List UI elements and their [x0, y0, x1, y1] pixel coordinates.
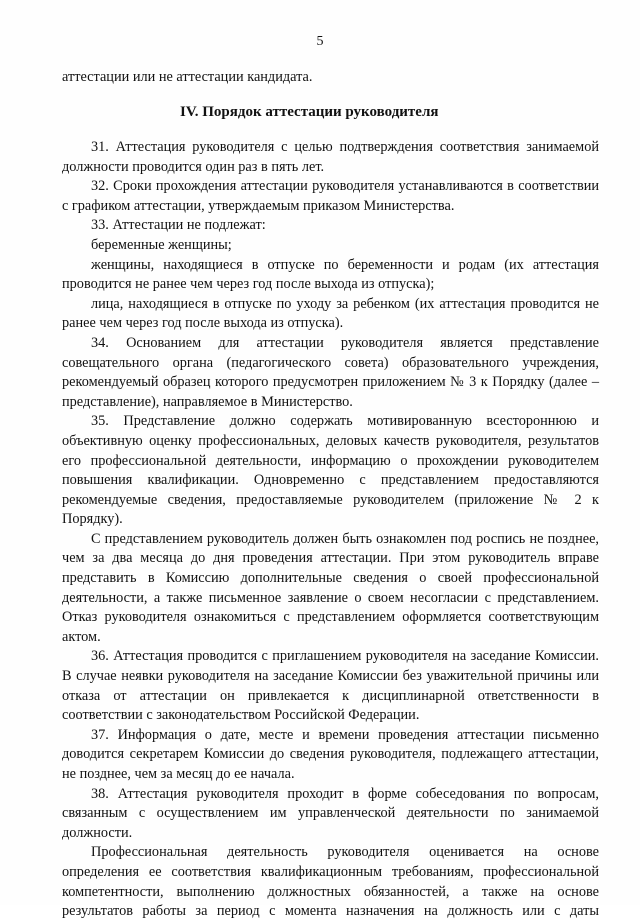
- continuation-text: аттестации или не аттестации кандидата.: [62, 69, 313, 85]
- list-item-pregnant: беременные женщины;: [91, 236, 232, 253]
- paragraph-32: 32. Сроки прохождения аттестации руководителя устанавливаются в соответствии с графиком аттестации, утверждаемым приказом Министерства.: [62, 178, 599, 214]
- list-item-childcare-leave: лица, находящиеся в отпуске по уходу за ребенком (их аттестация проводится не ранее чем через год после выхода из отпуска).: [62, 295, 599, 332]
- page-number: 5: [316, 34, 324, 49]
- paragraph-35-continued: С представлением руководитель должен быть ознакомлен под роспись не позднее, чем за два месяца до дня проведения аттестации. При этом руководитель вправе представить в Комиссию дополнительные сведения о своей профессиональной деятельности, а также письменное заявление о своем несогласии с представлением. Отказ руководителя ознакомиться с представлением оформляется соответствующим актом.: [62, 530, 599, 645]
- section-heading: IV. Порядок аттестации руководителя: [180, 104, 439, 120]
- paragraph-38-continued: Профессиональная деятельность руководителя оценивается на основе определения ее соответствия квалификационным требованиям, профессиональной компетентности, выполнению должностных обязанностей, а также на основе результатов работы за период с момента назначения на должность или с даты: [62, 844, 599, 920]
- section-body: [62, 138, 599, 922]
- paragraph-35: 35. Представление должно содержать мотивированную всестороннюю и объективную оценку профессиональных, деловых качеств руководителя, результатов его профессиональной деятельности, информацию о прохождении руководителем повышения квалификации. Одновременно с представлением предоставляются рекомендуемые сведения, предоставляемые руководителем (приложение № 2 к Порядку).: [62, 413, 599, 528]
- paragraph-31: 31. Аттестация руководителя с целью подтверждения соответствия занимаемой должности проводится один раз в пять лет.: [62, 139, 599, 175]
- paragraph-37: 37. Информация о дате, месте и времени проведения аттестации письменно доводится секретарем Комиссии до сведения руководителя, подлежащего аттестации, не позднее, чем за месяц до ее начала.: [62, 726, 599, 782]
- paragraph-36: 36. Аттестация проводится с приглашением руководителя на заседание Комиссии. В случае неявки руководителя на заседание Комиссии без уважительной причины или отказа от аттестации он привлекается к дисциплинарной ответственности в соответствии с законодательством Российской Федерации.: [62, 648, 599, 724]
- paragraph-34: 34. Основанием для аттестации руководителя является представление совещательного органа (педагогического совета) образовательного учреждения, рекомендуемый образец которого предусмотрен приложением № 3 к Порядку (далее – представление), направляемое в Министерство.: [62, 334, 599, 410]
- list-item-maternity-leave: женщины, находящиеся в отпуске по беременности и родам (их аттестация проводится не ранее чем через год после выхода из отпуска);: [62, 256, 599, 293]
- paragraph-38: 38. Аттестация руководителя проходит в форме собеседования по вопросам, связанным с осуществлением им управленческой деятельности по занимаемой должности.: [62, 785, 599, 841]
- paragraph-33: 33. Аттестации не подлежат:: [91, 217, 266, 234]
